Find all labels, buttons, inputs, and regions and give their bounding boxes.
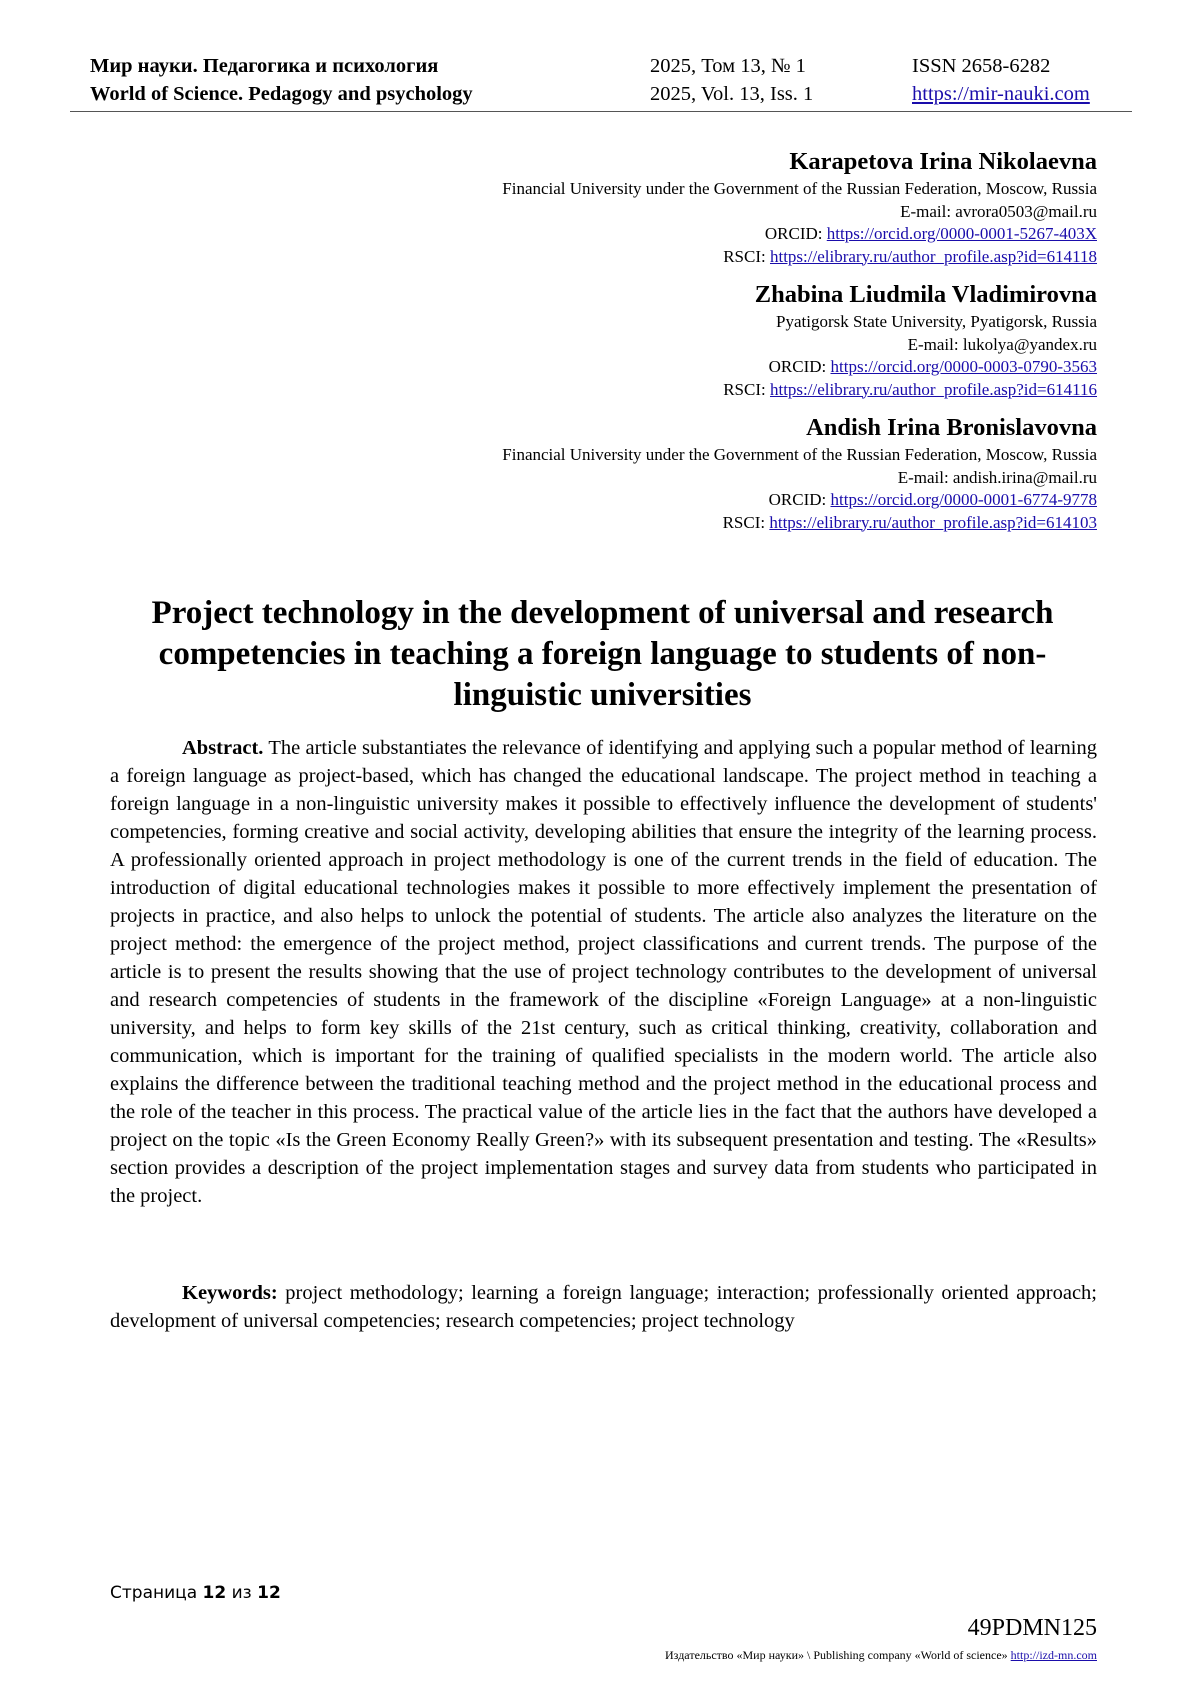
author-name: Karapetova Irina Nikolaevna — [789, 148, 1097, 175]
page-current: 12 — [202, 1583, 227, 1603]
author-name: Andish Irina Bronislavovna — [806, 414, 1097, 441]
keywords-text: project methodology; learning a foreign language; interaction; professionally oriented approach; development of universal competencies; research competencies; project technology — [110, 1282, 1097, 1332]
abstract — [110, 734, 1097, 1210]
page-prefix: Страница — [110, 1583, 203, 1603]
author-email: E-mail: lukolya@yandex.ru — [907, 334, 1097, 354]
rsci-label: RSCI: — [722, 512, 770, 532]
publisher-text: Издательство «Мир науки» \ Publishing company «World of science» — [665, 1648, 1011, 1662]
journal-header — [90, 52, 1125, 114]
orcid-link[interactable]: https://orcid.org/0000-0001-5267-403X — [826, 224, 1097, 243]
journal-name-en: World of Science. Pedagogy and psychology — [90, 83, 473, 105]
author-orcid — [197, 223, 1097, 246]
author-email: E-mail: andish.irina@mail.ru — [897, 467, 1097, 487]
author-rsci — [197, 246, 1097, 269]
author-rsci — [197, 379, 1097, 402]
header-row-en — [90, 80, 1125, 108]
article-code: 49PDMN125 — [967, 1615, 1097, 1641]
author-block — [197, 412, 1097, 534]
journal-name-ru: Мир науки. Педагогика и психология — [90, 55, 439, 77]
publisher-link[interactable]: http://izd-mn.com — [1010, 1648, 1097, 1662]
keywords — [110, 1279, 1097, 1335]
page-counter — [110, 1582, 281, 1604]
header-row-ru — [90, 52, 1125, 80]
orcid-label: ORCID: — [768, 357, 831, 376]
orcid-label: ORCID: — [768, 490, 831, 509]
issue-info-en: 2025, Vol. 13, Iss. 1 — [650, 83, 814, 105]
author-rsci — [197, 512, 1097, 535]
author-affiliation: Financial University under the Government of the Russian Federation, Moscow, Russia — [502, 445, 1097, 464]
author-email: E-mail: avrora0503@mail.ru — [900, 201, 1097, 221]
page-mid: из — [226, 1583, 258, 1603]
author-list — [197, 146, 1097, 545]
author-orcid — [197, 489, 1097, 512]
rsci-link[interactable]: https://elibrary.ru/author_profile.asp?id=614118 — [769, 246, 1097, 266]
abstract-label: Abstract. — [182, 737, 264, 759]
author-block — [197, 146, 1097, 268]
rsci-label: RSCI: — [723, 379, 770, 399]
rsci-link[interactable]: https://elibrary.ru/author_profile.asp?id=614103 — [769, 512, 1097, 532]
page-total: 12 — [257, 1583, 281, 1603]
author-orcid — [197, 356, 1097, 379]
issue-info-ru: 2025, Том 13, № 1 — [650, 55, 806, 77]
publisher-line — [665, 1647, 1097, 1663]
author-name: Zhabina Liudmila Vladimirovna — [754, 281, 1097, 308]
rsci-link[interactable]: https://elibrary.ru/author_profile.asp?id=614116 — [769, 379, 1097, 399]
rsci-label: RSCI: — [723, 246, 770, 266]
header-divider — [70, 111, 1132, 112]
orcid-link[interactable]: https://orcid.org/0000-0001-6774-9778 — [830, 490, 1097, 509]
article-title: Project technology in the development of universal and research competencies in teaching a foreign language to students of non-linguistic universities — [151, 595, 1054, 713]
issn: ISSN 2658-6282 — [912, 55, 1051, 77]
abstract-text: The article substantiates the relevance of identifying and applying such a popular method of learning a foreign language as project-based, which has changed the educational landscape. The project method in teaching a foreign language in a non-linguistic university makes it possible to effectively influence the development of students' competencies, forming creative and social activity, developing abilities that ensure the integrity of the learning process. A professionally oriented approach in project methodology is one of the current trends in the field of education. The introduction of digital educational technologies makes it possible to more effectively implement the presentation of projects in practice, and also helps to unlock the potential of students. The article also analyzes the literature on the project method: the emergence of the project method, project classifications and current trends. The purpose of the article is to present the results showing that the use of project technology contributes to the development of universal and research competencies of students in the framework of the discipline «Foreign Language» at a non-linguistic university, and helps to form key skills of the 21st century, such as critical thinking, creativity, collaboration and communication, which is important for the training of qualified specialists in the modern world. The article also explains the difference between the traditional teaching method and the project method in the educational process and the role of the teacher in this process. The practical value of the article lies in the fact that the authors have developed a project on the topic «Is the Green Economy Really Green?» with its subsequent presentation and testing. The «Results» section provides a description of the project implementation stages and survey data from students who participated in the project. — [110, 737, 1097, 1207]
author-affiliation: Pyatigorsk State University, Pyatigorsk, Russia — [776, 312, 1097, 331]
author-block — [197, 279, 1097, 401]
orcid-label: ORCID: — [764, 224, 827, 243]
orcid-link[interactable]: https://orcid.org/0000-0003-0790-3563 — [830, 357, 1097, 376]
keywords-label: Keywords: — [182, 1282, 278, 1304]
author-affiliation: Financial University under the Government of the Russian Federation, Moscow, Russia — [502, 179, 1097, 198]
journal-site-link[interactable]: https://mir-nauki.com — [912, 83, 1090, 105]
